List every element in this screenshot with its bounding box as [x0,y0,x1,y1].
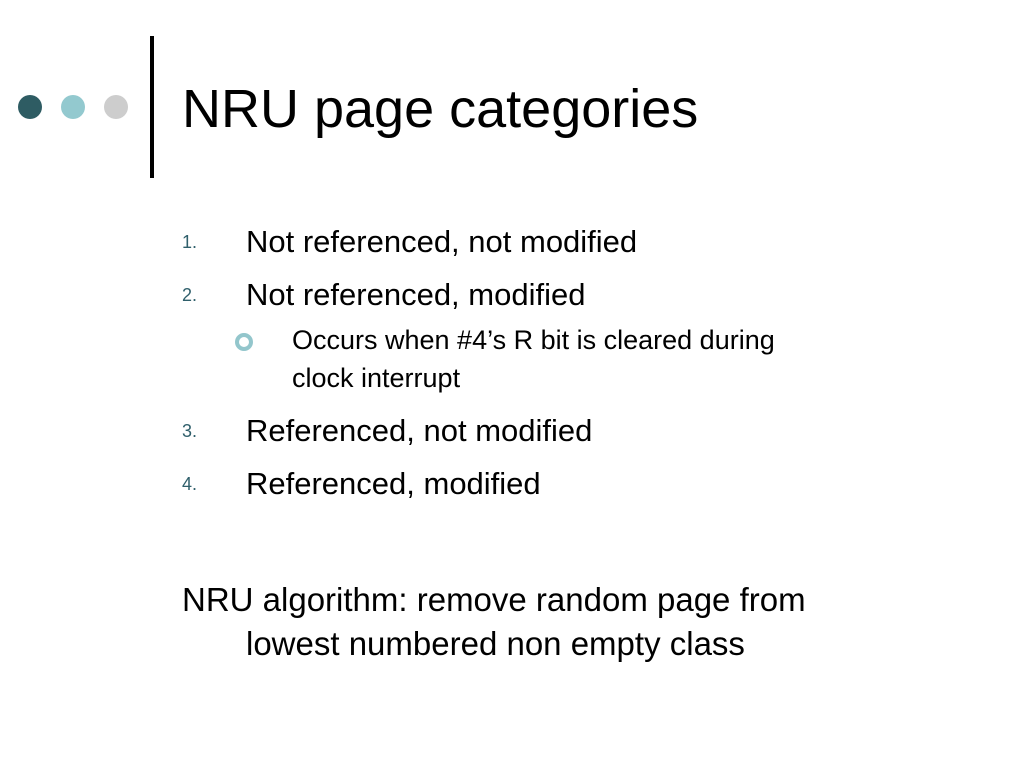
sub-item [182,321,932,397]
list-item-4 [182,462,982,506]
item-number: 3. [182,421,198,441]
item-number: 4. [182,474,198,494]
title-divider [150,36,154,178]
algorithm-line-1: NRU algorithm: remove random page from [182,581,806,618]
decorative-dot-mid [61,95,85,119]
item-text: Not referenced, not modified [246,224,638,259]
decorative-dot-dark [18,95,42,119]
item-text: Not referenced, modified [246,277,586,312]
item-text: Referenced, modified [246,466,541,501]
list-item-3 [182,409,982,453]
algorithm-line-2: lowest numbered non empty class [246,625,745,662]
sub-item-line-2: clock interrupt [292,363,461,393]
ring-bullet-icon [235,333,253,351]
list-item-2 [182,273,982,317]
sub-item-line-1: Occurs when #4’s R bit is cleared during [292,325,775,355]
decorative-dot-light [104,95,128,119]
slide-title: NRU page categories [182,79,699,139]
algorithm-text [182,578,922,666]
list-item-1 [182,220,982,264]
category-list [182,220,982,515]
item-number: 1. [182,232,198,252]
item-number: 2. [182,285,198,305]
item-text: Referenced, not modified [246,413,593,448]
